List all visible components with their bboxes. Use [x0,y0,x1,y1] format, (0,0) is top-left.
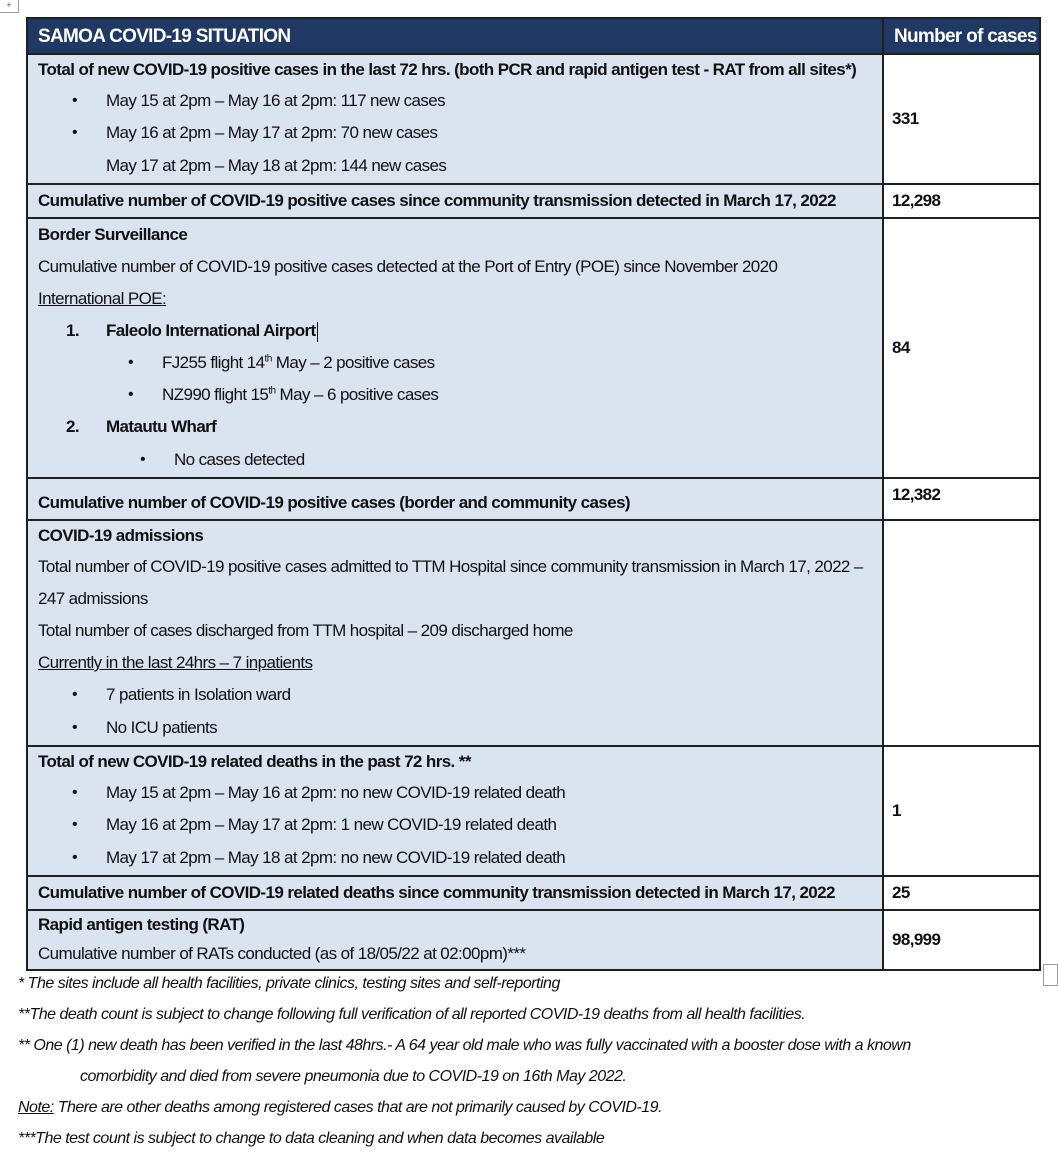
table-row [27,520,1040,746]
flight-text: FJ255 flight 14 [162,353,265,372]
footnote: ***The test count is subject to change to data cleaning and when data becomes available [18,1130,605,1147]
admissions-cell [27,520,883,746]
table-row [27,746,1040,876]
footnote: * The sites include all health facilities, private clinics, testing sites and self-reporting [18,975,560,992]
covid-situation-table [26,17,1041,971]
header-row [27,18,1040,54]
cum-community-value: 12,298 [892,191,941,210]
deaths-value-cell [883,746,1040,876]
poe-number: 2. [66,417,79,436]
poe-name: Faleolo International Airport [106,321,316,340]
footnote: ** One (1) new death has been verified in the last 48hrs.- A 64 year old male who was fully vaccinated with a booster dose with a known [18,1037,911,1054]
cum-deaths-cell [27,876,883,910]
note-label: Note: [18,1099,54,1116]
cum-community-title: Cumulative number of COVID-19 positive cases since community transmission detected in March 17, 2022 [38,191,836,210]
poe-name: Matautu Wharf [106,417,217,436]
list-item: • May 16 at 2pm – May 17 at 2pm: 70 new cases [28,117,882,149]
deaths-value: 1 [892,801,901,820]
ordinal-suffix: th [268,385,276,397]
rat-value: 98,999 [892,930,941,949]
table-move-handle-icon[interactable]: + [0,0,19,13]
list-item: • No ICU patients [28,711,882,745]
wharf-item: • No cases detected [28,443,882,477]
ordinal-suffix: th [264,353,272,365]
list-item: • 7 patients in Isolation ward [28,679,882,711]
flight-item [28,379,882,411]
flight-cases: May – 2 positive cases [271,353,435,372]
cum-deaths-value-cell [883,876,1040,910]
cum-deaths-value: 25 [892,883,910,902]
poe-item-wharf [28,411,882,443]
table-row [27,218,1040,478]
header-title: SAMOA COVID-19 SITUATION [38,26,291,47]
admissions-value-cell [883,520,1040,746]
rat-value-cell [883,910,1040,970]
new-cases-cell [27,54,883,184]
table-row [27,184,1040,218]
border-value: 84 [892,338,910,357]
poe-number: 1. [66,321,79,340]
list-item: • May 15 at 2pm – May 16 at 2pm: no new COVID-19 related death [28,777,882,809]
deaths-title: Total of new COVID-19 related deaths in the past 72 hrs. ** [38,752,471,771]
flight-cases: May – 6 positive cases [275,385,439,404]
flight-item [28,347,882,379]
deaths-cell [27,746,883,876]
cum-deaths-title: Cumulative number of COVID-19 related deaths since community transmission detected in March 17, 2022 [38,883,835,902]
rat-title: Rapid antigen testing (RAT) [38,915,245,934]
header-count-label: Number of cases [894,26,1037,47]
table-row [27,876,1040,910]
admissions-line: Total number of cases discharged from TTM hospital – 209 discharged home [38,621,573,640]
cum-community-value-cell [883,184,1040,218]
admissions-line: 247 admissions [38,589,148,608]
admissions-title: COVID-19 admissions [38,526,204,545]
poe-item-airport [28,315,882,347]
table-row [27,54,1040,184]
rat-desc: Cumulative number of RATs conducted (as of 18/05/22 at 02:00pm)*** [38,944,526,963]
table-row [27,910,1040,970]
intl-poe-label: International POE: [38,289,167,308]
footnotes [18,968,1048,1154]
rat-cell [27,910,883,970]
border-desc: Cumulative number of COVID-19 positive cases detected at the Port of Entry (POE) since November 2020 [38,257,778,276]
border-value-cell [883,218,1040,478]
border-cell [27,218,883,478]
text-cursor [317,322,318,342]
border-title: Border Surveillance [38,225,188,244]
list-item: • May 15 at 2pm – May 16 at 2pm: 117 new cases [28,85,882,117]
table-row [27,478,1040,520]
footnote: comorbidity and died from severe pneumonia due to COVID-19 on 16th May 2022. [80,1068,627,1085]
flight-text: NZ990 flight 15 [162,385,269,404]
new-cases-title: Total of new COVID-19 positive cases in the last 72 hrs. (both PCR and rapid antigen test - RAT from all sites*) [38,60,857,79]
inpatients-label: Currently in the last 24hrs – 7 inpatients [38,653,313,672]
footnote: **The death count is subject to change following full verification of all reported COVID-19 deaths from all health facilities. [18,1006,806,1023]
list-item: • May 16 at 2pm – May 17 at 2pm: 1 new COVID-19 related death [28,809,882,841]
footnote-note [18,1092,1048,1123]
cum-total-cell [27,478,883,520]
list-item: • May 17 at 2pm – May 18 at 2pm: no new COVID-19 related death [28,841,882,875]
header-title-cell [27,18,883,54]
cum-total-title: Cumulative number of COVID-19 positive cases (border and community cases) [38,493,630,512]
admissions-line: Total number of COVID-19 positive cases admitted to TTM Hospital since community transmission in March 17, 2022 – [38,557,863,576]
new-cases-value: 331 [892,109,919,128]
cum-community-cell [27,184,883,218]
cum-total-value: 12,382 [892,485,941,504]
note-text: There are other deaths among registered cases that are not primarily caused by COVID-19. [53,1099,663,1116]
cum-total-value-cell [883,478,1040,520]
new-cases-value-cell [883,54,1040,184]
list-item: May 17 at 2pm – May 18 at 2pm: 144 new cases [106,156,447,175]
header-count-cell [883,18,1040,54]
